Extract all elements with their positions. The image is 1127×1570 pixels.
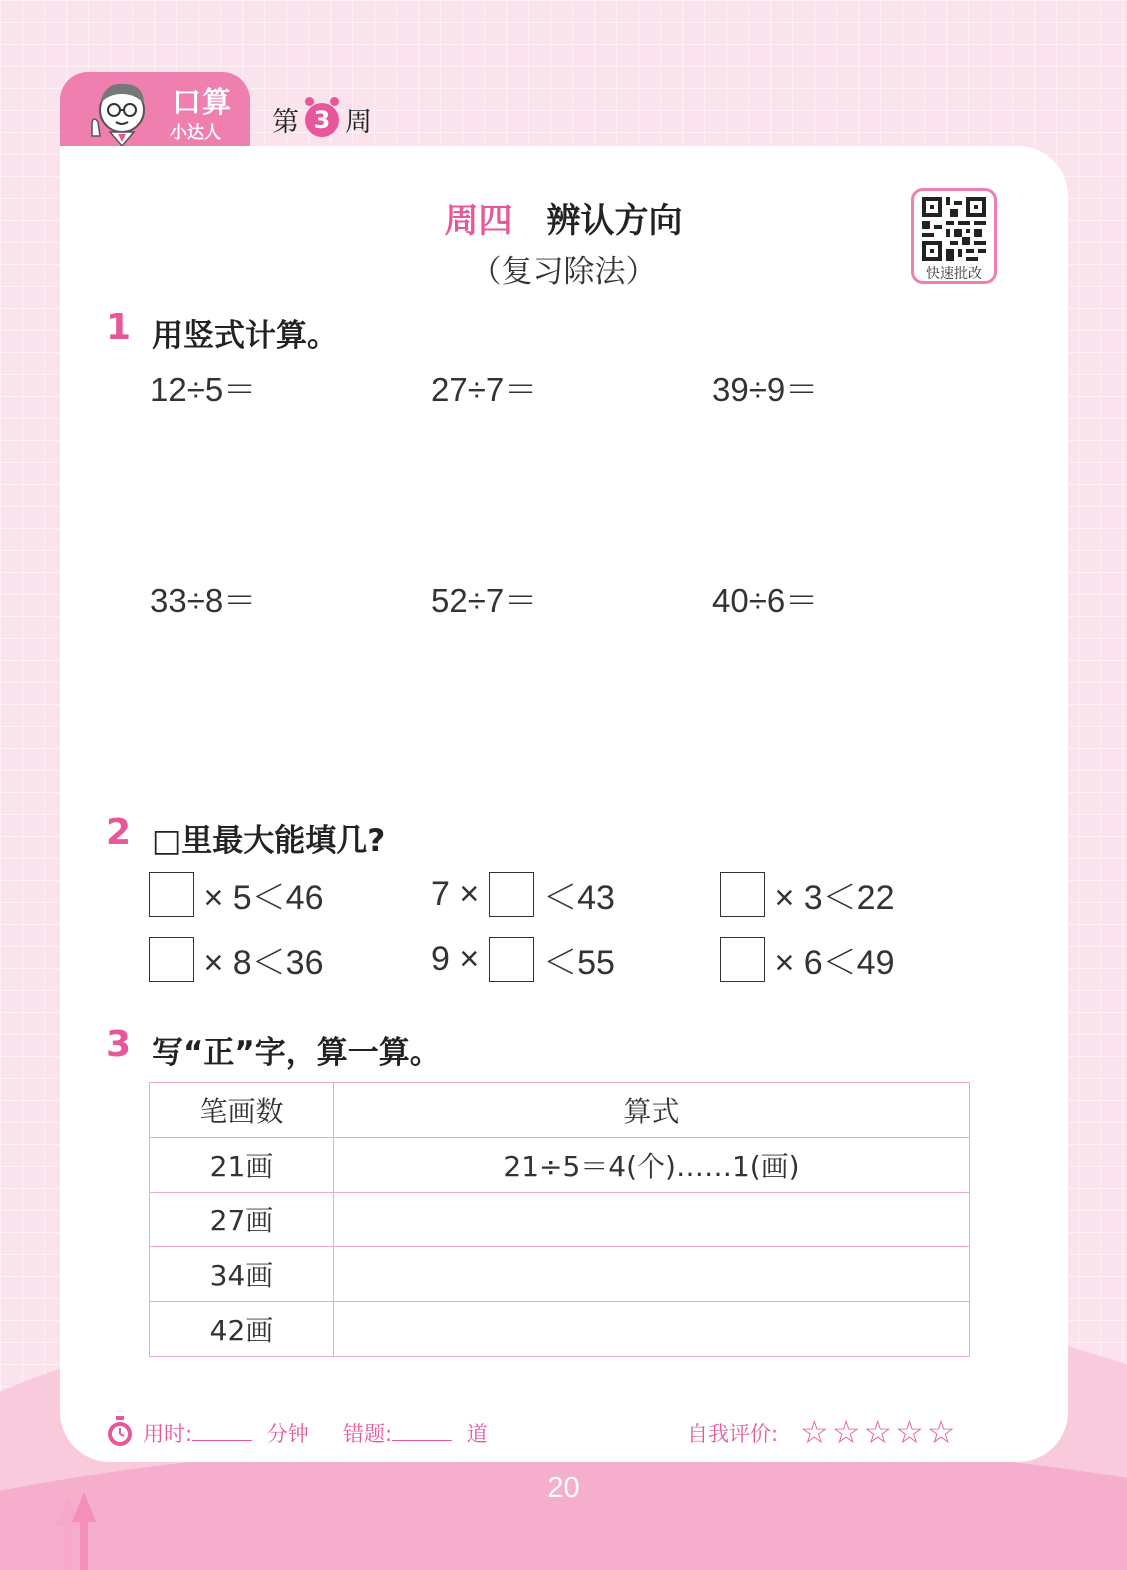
stopwatch-icon xyxy=(106,1416,134,1448)
q3-number: 3 xyxy=(106,1024,132,1065)
error-count xyxy=(343,1418,488,1448)
table-row xyxy=(150,1302,970,1357)
badge-subtitle: 小达人 xyxy=(170,123,221,143)
q2-inequality: × 8＜36 xyxy=(149,935,323,984)
page-subtitle: （复习除法） xyxy=(470,254,657,290)
q2-inequality: 7 × ＜43 xyxy=(431,870,615,919)
stroke-count-cell: 34画 xyxy=(150,1247,334,1302)
formula-cell: 21÷5＝4(个)……1(画) xyxy=(334,1137,970,1192)
answer-box[interactable] xyxy=(720,937,765,982)
answer-box[interactable] xyxy=(720,872,765,917)
week-label xyxy=(272,100,372,139)
answer-box[interactable] xyxy=(489,937,534,982)
errors-label: 错题: xyxy=(343,1422,393,1446)
formula-cell[interactable] xyxy=(334,1302,970,1357)
time-input[interactable] xyxy=(192,1421,252,1441)
table-header-row xyxy=(150,1083,970,1138)
mascot-icon xyxy=(84,76,156,148)
q2-inequality: × 6＜49 xyxy=(720,935,894,984)
errors-unit: 道 xyxy=(466,1422,488,1446)
q2-number: 2 xyxy=(106,812,132,853)
week-suffix: 周 xyxy=(345,107,372,138)
badge-title: 口算 xyxy=(172,85,233,119)
q2-instruction: □里最大能填几? xyxy=(152,823,386,859)
q1-expression: 33÷8＝ xyxy=(150,582,257,619)
q1-instruction: 用竖式计算。 xyxy=(152,318,338,354)
answer-box[interactable] xyxy=(149,937,194,982)
week-number: 3 xyxy=(305,103,339,137)
q1-expression: 12÷5＝ xyxy=(150,371,257,408)
q1-expression: 40÷6＝ xyxy=(712,582,819,619)
q3-instruction: 写“正”字，算一算。 xyxy=(152,1035,441,1071)
title-topic: 辨认方向 xyxy=(546,201,683,241)
column-header: 算式 xyxy=(334,1083,970,1138)
q2-inequality: × 5＜46 xyxy=(149,870,323,919)
errors-input[interactable] xyxy=(392,1421,452,1441)
q1-expression: 27÷7＝ xyxy=(431,371,538,408)
week-prefix: 第 xyxy=(272,107,299,138)
title-day: 周四 xyxy=(444,201,513,241)
self-eval-label: 自我评价: xyxy=(687,1422,779,1446)
qr-code[interactable] xyxy=(911,188,997,284)
time-label: 用时: xyxy=(143,1422,193,1446)
formula-cell[interactable] xyxy=(334,1247,970,1302)
stroke-count-cell: 21画 xyxy=(150,1137,334,1192)
stroke-count-cell: 27画 xyxy=(150,1192,334,1247)
time-used xyxy=(143,1418,309,1448)
q2-inequality: × 3＜22 xyxy=(720,870,894,919)
stroke-table xyxy=(149,1082,970,1357)
formula-cell[interactable] xyxy=(334,1192,970,1247)
time-unit: 分钟 xyxy=(266,1422,309,1446)
q1-expression: 52÷7＝ xyxy=(431,582,538,619)
page-number: 20 xyxy=(547,1472,580,1504)
stroke-count-cell: 42画 xyxy=(150,1302,334,1357)
table-row xyxy=(150,1192,970,1247)
q1-number: 1 xyxy=(106,307,132,348)
answer-box[interactable] xyxy=(489,872,534,917)
answer-box[interactable] xyxy=(149,872,194,917)
q1-expression: 39÷9＝ xyxy=(712,371,819,408)
qr-label: 快速批改 xyxy=(926,266,982,282)
table-row xyxy=(150,1247,970,1302)
table-row xyxy=(150,1137,970,1192)
qr-code-icon xyxy=(922,197,986,261)
q2-inequality: 9 × ＜55 xyxy=(431,935,615,984)
rating-stars[interactable]: ☆☆☆☆☆ xyxy=(800,1413,959,1451)
arrow-decoration-icon xyxy=(54,1492,98,1570)
column-header: 笔画数 xyxy=(150,1083,334,1138)
